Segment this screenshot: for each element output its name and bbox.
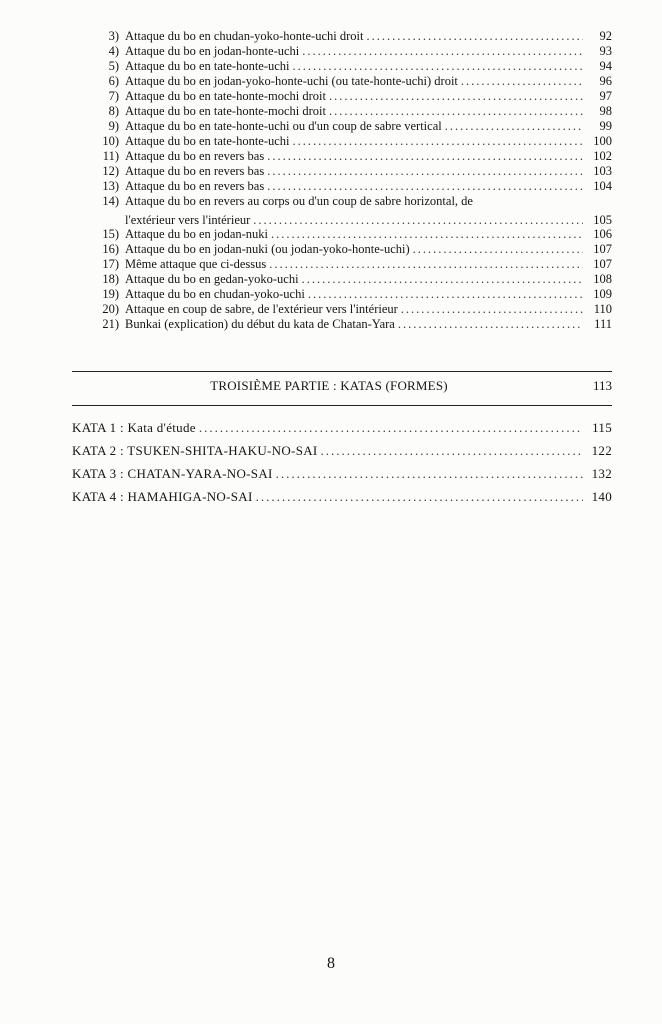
entry-number: 18) (102, 272, 119, 286)
leader-dots (267, 179, 583, 194)
entry-number: 5) (108, 59, 119, 73)
leader-dots (267, 149, 583, 164)
leader-dots (329, 89, 583, 104)
entry-title: Attaque du bo en jodan-honte-uchi (125, 44, 300, 58)
entry-number: 19) (102, 287, 119, 301)
entry-number: 11) (102, 149, 119, 163)
leader-dots (293, 134, 583, 149)
entry-page: 105 (593, 213, 612, 227)
entry-page: 110 (593, 302, 612, 316)
entry-number: 9) (108, 119, 119, 133)
leader-dots (401, 302, 583, 317)
entry-number: 7) (108, 89, 119, 103)
toc-entry (92, 59, 612, 74)
entry-page: 107 (593, 242, 612, 256)
entry-number: 13) (102, 179, 119, 193)
entry-page: 104 (593, 179, 612, 193)
entry-page: 96 (599, 74, 612, 88)
leader-dots (269, 257, 583, 272)
entry-page: 106 (593, 227, 612, 241)
kata-title: KATA 3 : CHATAN-YARA-NO-SAI (72, 466, 273, 481)
entry-title: Attaque du bo en chudan-yoko-honte-uchi droit (125, 29, 364, 43)
entry-title: Attaque du bo en tate-honte-uchi (125, 59, 290, 73)
entry-number: 3) (108, 29, 119, 43)
entry-number: 4) (108, 44, 119, 58)
toc-entry (92, 149, 612, 164)
entry-title: Attaque du bo en chudan-yoko-uchi (125, 287, 305, 301)
entry-title: Attaque en coup de sabre, de l'extérieur vers l'intérieur (125, 302, 398, 316)
entry-title: Même attaque que ci-dessus (125, 257, 267, 271)
kata-title: KATA 2 : TSUKEN-SHITA-HAKU-NO-SAI (72, 443, 318, 458)
kata-page: 132 (591, 466, 612, 481)
entry-page: 111 (594, 317, 612, 331)
entry-number: 14) (102, 194, 119, 208)
toc-entry (92, 74, 612, 89)
page-number: 8 (327, 955, 335, 972)
kata-entry (72, 420, 612, 436)
leader-dots (293, 59, 583, 74)
kata-entry (72, 489, 612, 505)
entry-page: 98 (599, 104, 612, 118)
leader-dots (276, 466, 583, 482)
leader-dots (329, 104, 583, 119)
leader-dots (366, 29, 583, 44)
toc-entry (92, 242, 612, 257)
entry-page: 99 (599, 119, 612, 133)
toc-entry (92, 29, 612, 44)
entry-page: 107 (593, 257, 612, 271)
entry-title: Attaque du bo en jodan-nuki (ou jodan-yoko-honte-uchi) (125, 242, 410, 256)
leader-dots (199, 420, 583, 436)
leader-dots (271, 227, 583, 242)
leader-dots (302, 44, 583, 59)
kata-page: 122 (591, 443, 612, 458)
part-heading (72, 378, 612, 394)
toc-entry (92, 119, 612, 134)
kata-entry (72, 443, 612, 459)
entry-page: 108 (593, 272, 612, 286)
entry-title: Attaque du bo en gedan-yoko-uchi (125, 272, 299, 286)
toc-entry (92, 89, 612, 104)
entry-number: 10) (102, 134, 119, 148)
entry-title: Attaque du bo en jodan-yoko-honte-uchi (ou tate-honte-uchi) droit (125, 74, 458, 88)
leader-dots (253, 213, 583, 228)
toc-entry (92, 272, 612, 287)
entry-page: 92 (599, 29, 612, 43)
entry-title: Attaque du bo en revers bas (125, 149, 265, 163)
leader-dots (256, 489, 583, 505)
entry-page: 102 (593, 149, 612, 163)
leader-dots (445, 119, 583, 134)
part-title: TROISIÈME PARTIE : KATAS (FORMES) (210, 378, 448, 393)
part-bottom-rule (72, 405, 612, 406)
toc-entry (92, 287, 612, 302)
entry-number: 8) (108, 104, 119, 118)
kata-title: KATA 1 : Kata d'étude (72, 420, 196, 435)
entry-title: Attaque du bo en tate-honte-mochi droit (125, 89, 326, 103)
entry-title-line1: Attaque du bo en revers au corps ou d'un coup de sabre horizontal, de (125, 194, 473, 208)
toc-entry (92, 104, 612, 119)
toc-entry (92, 44, 612, 59)
entry-number: 12) (102, 164, 119, 178)
toc-entry (92, 179, 612, 194)
entry-title: Attaque du bo en tate-honte-uchi ou d'un coup de sabre vertical (125, 119, 442, 133)
entry-page: 94 (599, 59, 612, 73)
leader-dots (321, 443, 583, 459)
toc-entry (92, 134, 612, 149)
entry-page: 97 (599, 89, 612, 103)
leader-dots (461, 74, 583, 89)
part-page: 113 (592, 378, 612, 393)
entry-page: 93 (599, 44, 612, 58)
entry-title-line2: l'extérieur vers l'intérieur (125, 213, 251, 227)
entry-number: 20) (102, 302, 119, 316)
entry-page: 109 (593, 287, 612, 301)
toc-entry (92, 257, 612, 272)
kata-page: 140 (591, 489, 612, 504)
entry-number: 15) (102, 227, 119, 241)
entry-title: Attaque du bo en jodan-nuki (125, 227, 269, 241)
leader-dots (398, 317, 583, 332)
entry-number: 17) (102, 257, 119, 271)
entry-page: 100 (593, 134, 612, 148)
entry-number: 6) (108, 74, 119, 88)
entry-title: Attaque du bo en tate-honte-mochi droit (125, 104, 326, 118)
leader-dots (302, 272, 583, 287)
entry-title: Attaque du bo en revers bas (125, 164, 265, 178)
toc-entry (92, 302, 612, 317)
entry-number: 21) (102, 317, 119, 331)
kata-title: KATA 4 : HAMAHIGA-NO-SAI (72, 489, 253, 504)
entry-title: Attaque du bo en tate-honte-uchi (125, 134, 290, 148)
toc-entry (92, 164, 612, 179)
kata-page: 115 (592, 420, 612, 435)
entry-title: Attaque du bo en revers bas (125, 179, 265, 193)
entry-number: 16) (102, 242, 119, 256)
leader-dots (267, 164, 583, 179)
leader-dots (308, 287, 583, 302)
entry-title: Bunkai (explication) du début du kata de Chatan-Yara (125, 317, 395, 331)
leader-dots (413, 242, 583, 257)
part-top-rule (72, 371, 612, 372)
toc-entry (92, 317, 612, 332)
toc-entry (92, 227, 612, 242)
entry-page: 103 (593, 164, 612, 178)
kata-entry (72, 466, 612, 482)
toc-entry-multiline (92, 194, 612, 228)
